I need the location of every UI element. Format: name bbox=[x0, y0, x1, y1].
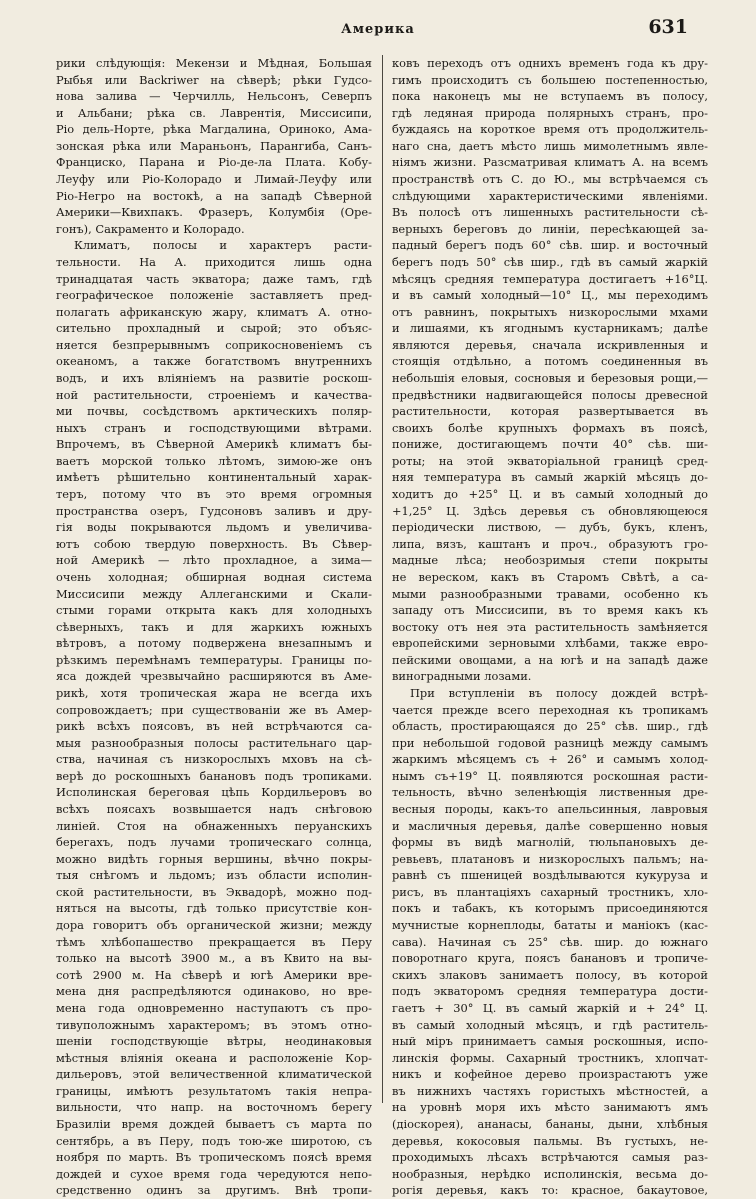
text-line: ніямъ жизни. Разсматривая климатъ А. на всемъ bbox=[392, 155, 708, 170]
text-line: деревья, кокосовыя пальмы. Въ густыхъ, не- bbox=[392, 1133, 708, 1148]
text-line: очень холодная; обширная водная система bbox=[56, 569, 372, 584]
text-line: въ нижнихъ частяхъ гористыхъ мѣстностей, а bbox=[392, 1083, 708, 1098]
text-line: ваетъ морской только лѣтомъ, зимою-же онъ bbox=[56, 453, 372, 468]
text-line: тельности. На А. приходится лишь одна bbox=[56, 254, 372, 269]
text-line: линскія формы. Сахарный тростникъ, хлопчат- bbox=[392, 1050, 708, 1065]
text-line: тельность, вѣчно зеленѣющія лиственныя дре- bbox=[392, 785, 708, 800]
text-line: мѣсяцъ средняя температура достигаетъ +16°Ц. bbox=[392, 271, 708, 286]
text-line: наго сна, даетъ мѣсто лишь мимолетнымъ явле- bbox=[392, 138, 708, 153]
text-line: всѣхъ поясахъ возвышается надъ снѣговою bbox=[56, 802, 372, 817]
text-line: никъ и кофейное дерево произрастаютъ уже bbox=[392, 1067, 708, 1082]
text-line: ревьевъ, платановъ и низкорослыхъ пальмъ; на- bbox=[392, 851, 708, 866]
text-line: Въ полосѣ отъ лишенныхъ растительности сѣ- bbox=[392, 205, 708, 220]
text-line: можно видѣть горныя вершины, вѣчно покры- bbox=[56, 851, 372, 866]
text-line: скихъ злаковъ занимаетъ полосу, въ которой bbox=[392, 967, 708, 982]
text-line: рисъ, въ плантаціяхъ сахарный тростникъ, хло- bbox=[392, 884, 708, 899]
text-line: мадные лѣса; необозримыя степи покрыты bbox=[392, 553, 708, 568]
text-line: не вереском, какъ въ Старомъ Свѣтѣ, а са- bbox=[392, 569, 708, 584]
text-line: шеніи господствующіе вѣтры, неодинаковыя bbox=[56, 1034, 372, 1049]
text-line: верныхъ береговъ до линіи, пересѣкающей за- bbox=[392, 221, 708, 236]
text-line: При вступленіи въ полосу дождей встрѣ- bbox=[410, 685, 708, 700]
text-line: тринадцатая часть экватора; даже тамъ, гдѣ bbox=[56, 271, 372, 286]
text-line: Франциско, Парана и Ріо-де-ла Плата. Кобу- bbox=[56, 155, 372, 170]
text-line: гаетъ + 30° Ц. въ самый жаркій и + 24° Ц. bbox=[392, 1000, 708, 1015]
text-line: пейскими овощами, а на югѣ и на западѣ даже bbox=[392, 652, 708, 667]
text-line: періодически листвою, — дубъ, букъ, кленъ, bbox=[392, 520, 708, 535]
text-line: сентябрь, а въ Перу, подъ тою-же широтою, съ bbox=[56, 1133, 372, 1148]
text-line: мѣстныя вліянія океана и расположеніе Кор- bbox=[56, 1050, 372, 1065]
text-line: пространствѣ отъ С. до Ю., мы встрѣчаемся съ bbox=[392, 172, 708, 187]
text-line: имѣетъ рѣшительно континентальный харак- bbox=[56, 470, 372, 485]
text-line: рикѣ всѣхъ поясовъ, въ ней встрѣчаются са- bbox=[56, 719, 372, 734]
text-line: ской растительности, въ Эквадорѣ, можно под- bbox=[56, 884, 372, 899]
text-line: берегъ подъ 50° сѣв шир., гдѣ въ самый жаркій bbox=[392, 254, 708, 269]
text-line: равнѣ съ пшеницей воздѣлываются кукуруза и bbox=[392, 868, 708, 883]
text-line: пространства озеръ, Гудсоновъ заливъ и дру- bbox=[56, 503, 372, 518]
text-line: нымъ съ+19° Ц. появляются роскошная расти- bbox=[392, 768, 708, 783]
column-divider bbox=[382, 55, 383, 1103]
text-line: рогія деревья, какъ то: красное, бакаутовое, bbox=[392, 1183, 708, 1198]
text-columns bbox=[56, 55, 710, 1198]
text-line: формы въ видѣ магнолій, тюльпановыхъ де- bbox=[392, 835, 708, 850]
text-line: при небольшой годовой разницѣ между самымъ bbox=[392, 735, 708, 750]
running-head bbox=[0, 16, 756, 52]
text-line: роты; на этой экваторіальной границѣ сред- bbox=[392, 453, 708, 468]
text-line: растительности, которая развертывается въ bbox=[392, 404, 708, 419]
text-line: стыми горами открыта какъ для холодныхъ bbox=[56, 603, 372, 618]
page-number: 631 bbox=[648, 16, 688, 38]
text-line: средственно одинъ за другимъ. Внѣ тропи- bbox=[56, 1183, 372, 1198]
text-line: Бразиліи время дождей бываетъ съ марта по bbox=[56, 1117, 372, 1131]
text-line: дора говоритъ объ органической жизни; между bbox=[56, 918, 372, 933]
left-column bbox=[56, 55, 372, 1199]
text-line: европейскими зерновыми хлѣбами, также евро- bbox=[392, 636, 708, 651]
text-line: няя температура въ самый жаркій мѣсяцъ до- bbox=[392, 470, 708, 485]
text-line: берегахъ, подъ лучами тропическаго солнца, bbox=[56, 835, 372, 850]
text-line: вильности, что напр. на восточномъ берегу bbox=[56, 1100, 372, 1115]
text-line: сительно прохладный и сырой; это объяс- bbox=[56, 321, 372, 336]
text-line: только на высотѣ 3900 м., а въ Квито на вы- bbox=[56, 951, 372, 966]
text-line: полагать африканскую жару, климатъ А. отно- bbox=[56, 304, 372, 319]
text-line: весныя породы, какъ-то апельсинныя, лавровыя bbox=[392, 802, 708, 817]
text-line: своихъ болѣе крупныхъ формахъ въ поясѣ, bbox=[392, 420, 708, 435]
text-line: тыя снѣгомъ и льдомъ; изъ области исполин- bbox=[56, 868, 372, 883]
text-line: предвѣстники надвигающейся полосы древесной bbox=[392, 387, 708, 402]
text-line: рѣзкимъ перемѣнамъ температуры. Границы по- bbox=[56, 652, 372, 667]
text-line: мена года одновременно наступаютъ съ про- bbox=[56, 1000, 372, 1015]
text-line: и въ самый холодный—10° Ц., мы переходимъ bbox=[392, 288, 708, 303]
text-line: проходимыхъ лѣсахъ встрѣчаются самыя раз- bbox=[392, 1150, 708, 1165]
text-line: няется безпрерывнымъ соприкосновеніемъ съ bbox=[56, 337, 372, 352]
text-line: пониже, достигающемъ почти 40° сѣв. ши- bbox=[392, 437, 708, 452]
text-line: липа, вязъ, каштанъ и проч., образуютъ гро- bbox=[392, 536, 708, 551]
text-line: верѣ до роскошныхъ банановъ подъ тропиками. bbox=[56, 768, 372, 783]
text-line: ми почвы, сосѣдствомъ арктическихъ поляр- bbox=[56, 404, 372, 419]
text-line: водъ, и ихъ вліяніемъ на развитіе роскош- bbox=[56, 370, 372, 385]
text-line: мучнистые корнеплоды, бататы и маніокъ (кас- bbox=[392, 918, 708, 933]
text-line: няться на высоты, гдѣ только присутствіе кон- bbox=[56, 901, 372, 916]
text-line: востоку отъ нея эта растительность замѣняется bbox=[392, 619, 708, 634]
text-line: подъ экваторомъ средняя температура дости- bbox=[392, 984, 708, 999]
text-line: ковъ переходъ отъ однихъ временъ года къ дру- bbox=[392, 56, 708, 70]
text-line: стоящія отдѣльно, а потомъ соединенныя въ bbox=[392, 354, 708, 369]
text-line: дильеровъ, этой величественной климатической bbox=[56, 1067, 372, 1082]
text-line: сотѣ 2900 м. На сѣверѣ и югѣ Америки вре- bbox=[56, 967, 372, 982]
text-line: ныхъ странъ и господствующими вѣтрами. bbox=[56, 420, 372, 435]
text-line: ходитъ до +25° Ц. и въ самый холодный до bbox=[392, 487, 708, 502]
text-line: линіей. Стоя на обнаженныхъ перуанскихъ bbox=[56, 818, 372, 833]
text-line: вѣтровъ, а потому подвержена внезапнымъ и bbox=[56, 636, 372, 651]
text-line: гимъ происходитъ съ большею постепенностью, bbox=[392, 72, 708, 87]
text-line: и масличныя деревья, далѣе совершенно новыя bbox=[392, 818, 708, 833]
text-line: ной Америкѣ — лѣто прохладное, а зима— bbox=[56, 553, 372, 568]
text-line: тивуположнымъ характеромъ; въ этомъ отно- bbox=[56, 1017, 372, 1032]
text-line: Ріо-Негро на востокѣ, а на западѣ Сѣверной bbox=[56, 188, 372, 203]
text-line: нова залива — Черчилль, Нельсонъ, Северпъ bbox=[56, 89, 372, 104]
text-line: въ самый холодный мѣсяцъ, и гдѣ раститель- bbox=[392, 1017, 708, 1032]
text-line: пока наконецъ мы не вступаемъ въ полосу, bbox=[392, 89, 708, 104]
text-line: Впрочемъ, въ Сѣверной Америкѣ климатъ бы- bbox=[56, 437, 372, 452]
text-line: мена дня распредѣляются одинаково, но вре- bbox=[56, 984, 372, 999]
text-line: сава). Начиная съ 25° сѣв. шир. до южнаго bbox=[392, 934, 708, 949]
text-line: западу отъ Миссисипи, въ то время какъ къ bbox=[392, 603, 708, 618]
text-line: ный міръ принимаетъ самыя роскошныя, испо- bbox=[392, 1034, 708, 1049]
text-line: зонская рѣка или Мараньонъ, Парангиба, Санъ- bbox=[56, 138, 372, 153]
text-line: чается прежде всего переходная къ тропикамъ bbox=[392, 702, 708, 717]
text-line: океаномъ, а также богатствомъ внутреннихъ bbox=[56, 354, 372, 369]
text-line: небольшія еловыя, сосновыя и березовыя рощи,— bbox=[392, 370, 708, 385]
text-line: гдѣ ледяная природа полярныхъ странъ, про- bbox=[392, 105, 708, 120]
text-line: тѣмъ хлѣбопашество прекращается въ Перу bbox=[56, 934, 372, 949]
text-line: Климатъ, полосы и характеръ расти- bbox=[74, 238, 372, 253]
right-column bbox=[392, 55, 708, 1199]
text-line: дождей и сухое время года чередуются непо- bbox=[56, 1166, 372, 1181]
text-line: на уровнѣ моря ихъ мѣсто занимаютъ ямъ bbox=[392, 1100, 708, 1115]
text-line: падный берегъ подъ 60° сѣв. шир. и восточный bbox=[392, 238, 708, 253]
text-line: Ріо дель-Норте, рѣка Магдалина, Ориноко, Ама- bbox=[56, 122, 372, 137]
text-line: мыми разнообразными травами, особенно къ bbox=[392, 586, 708, 601]
text-line: буждаясь на короткое время отъ продолжитель- bbox=[392, 122, 708, 137]
text-line: границы, имѣютъ результатомъ такія непра- bbox=[56, 1083, 372, 1098]
text-line: гонъ), Сакраменто и Колорадо. bbox=[56, 221, 245, 236]
text-line: теръ, потому что въ это время огромныя bbox=[56, 487, 372, 502]
text-line: поворотнаго круга, поясъ банановъ и тропиче- bbox=[392, 951, 708, 966]
text-line: ной растительности, строеніемъ и качества- bbox=[56, 387, 372, 402]
text-line: мыя разнообразныя полосы растительнаго цар- bbox=[56, 735, 372, 750]
text-line: ства, начиная съ низкорослыхъ мховъ на сѣ- bbox=[56, 752, 372, 767]
text-line: являются деревья, сначала искривленныя и bbox=[392, 337, 708, 352]
text-line: область, простирающаяся до 25° сѣв. шир., гдѣ bbox=[392, 719, 708, 734]
text-line: рики слѣдующія: Мекензи и Мѣдная, Большая bbox=[56, 56, 372, 70]
text-line: Исполинская береговая цѣпь Кордильеровъ во bbox=[56, 785, 372, 800]
running-title: Америка bbox=[341, 22, 415, 37]
text-line: сопровождаетъ; при существованіи же въ Амер- bbox=[56, 702, 372, 717]
text-line: ноября по марть. Въ тропическомъ поясѣ время bbox=[56, 1150, 372, 1165]
text-line: покъ и табакъ, къ которымъ присоединяются bbox=[392, 901, 708, 916]
text-line: виноградными лозами. bbox=[392, 669, 532, 684]
text-line: Миссисипи между Аллеганскими и Скали- bbox=[56, 586, 372, 601]
text-line: яса дождей чрезвычайно расширяются въ Аме- bbox=[56, 669, 372, 684]
text-line: (діоскорея), ананасы, бананы, дыни, хлѣбныя bbox=[392, 1117, 708, 1131]
text-line: нообразныя, нерѣдко исполинскія, весьма до- bbox=[392, 1166, 708, 1181]
text-line: и лишаями, къ ягоднымъ кустарникамъ; далѣе bbox=[392, 321, 708, 336]
text-line: сѣверныхъ, такъ и для жаркихъ южныхъ bbox=[56, 619, 372, 634]
text-line: слѣдующими характеристическими явленіями. bbox=[392, 188, 708, 203]
text-line: жаркимъ мѣсяцемъ съ + 26° и самымъ холод- bbox=[392, 752, 708, 767]
text-line: и Альбани; рѣка св. Лаврентія, Миссисипи, bbox=[56, 105, 372, 120]
text-line: рикѣ, хотя тропическая жара не всегда ихъ bbox=[56, 685, 372, 700]
text-line: отъ равнинъ, покрытыхъ низкорослыми мхами bbox=[392, 304, 708, 319]
text-line: Леуфу или Ріо-Колорадо и Лимай-Леуфу или bbox=[56, 172, 372, 187]
text-line: географическое положеніе заставляетъ пред- bbox=[56, 288, 372, 303]
text-line: Америки—Квихпакъ. Фразеръ, Колумбія (Оре- bbox=[56, 205, 372, 220]
text-line: гія воды покрываются льдомъ и увеличива- bbox=[56, 520, 372, 535]
text-line: +1,25° Ц. Здѣсь деревья съ обновляющеюся bbox=[392, 503, 708, 518]
text-line: Рыбья или Backriwer на сѣверѣ; рѣки Гудсо- bbox=[56, 72, 372, 87]
text-line: ютъ собою твердую поверхность. Въ Сѣвер- bbox=[56, 536, 372, 551]
